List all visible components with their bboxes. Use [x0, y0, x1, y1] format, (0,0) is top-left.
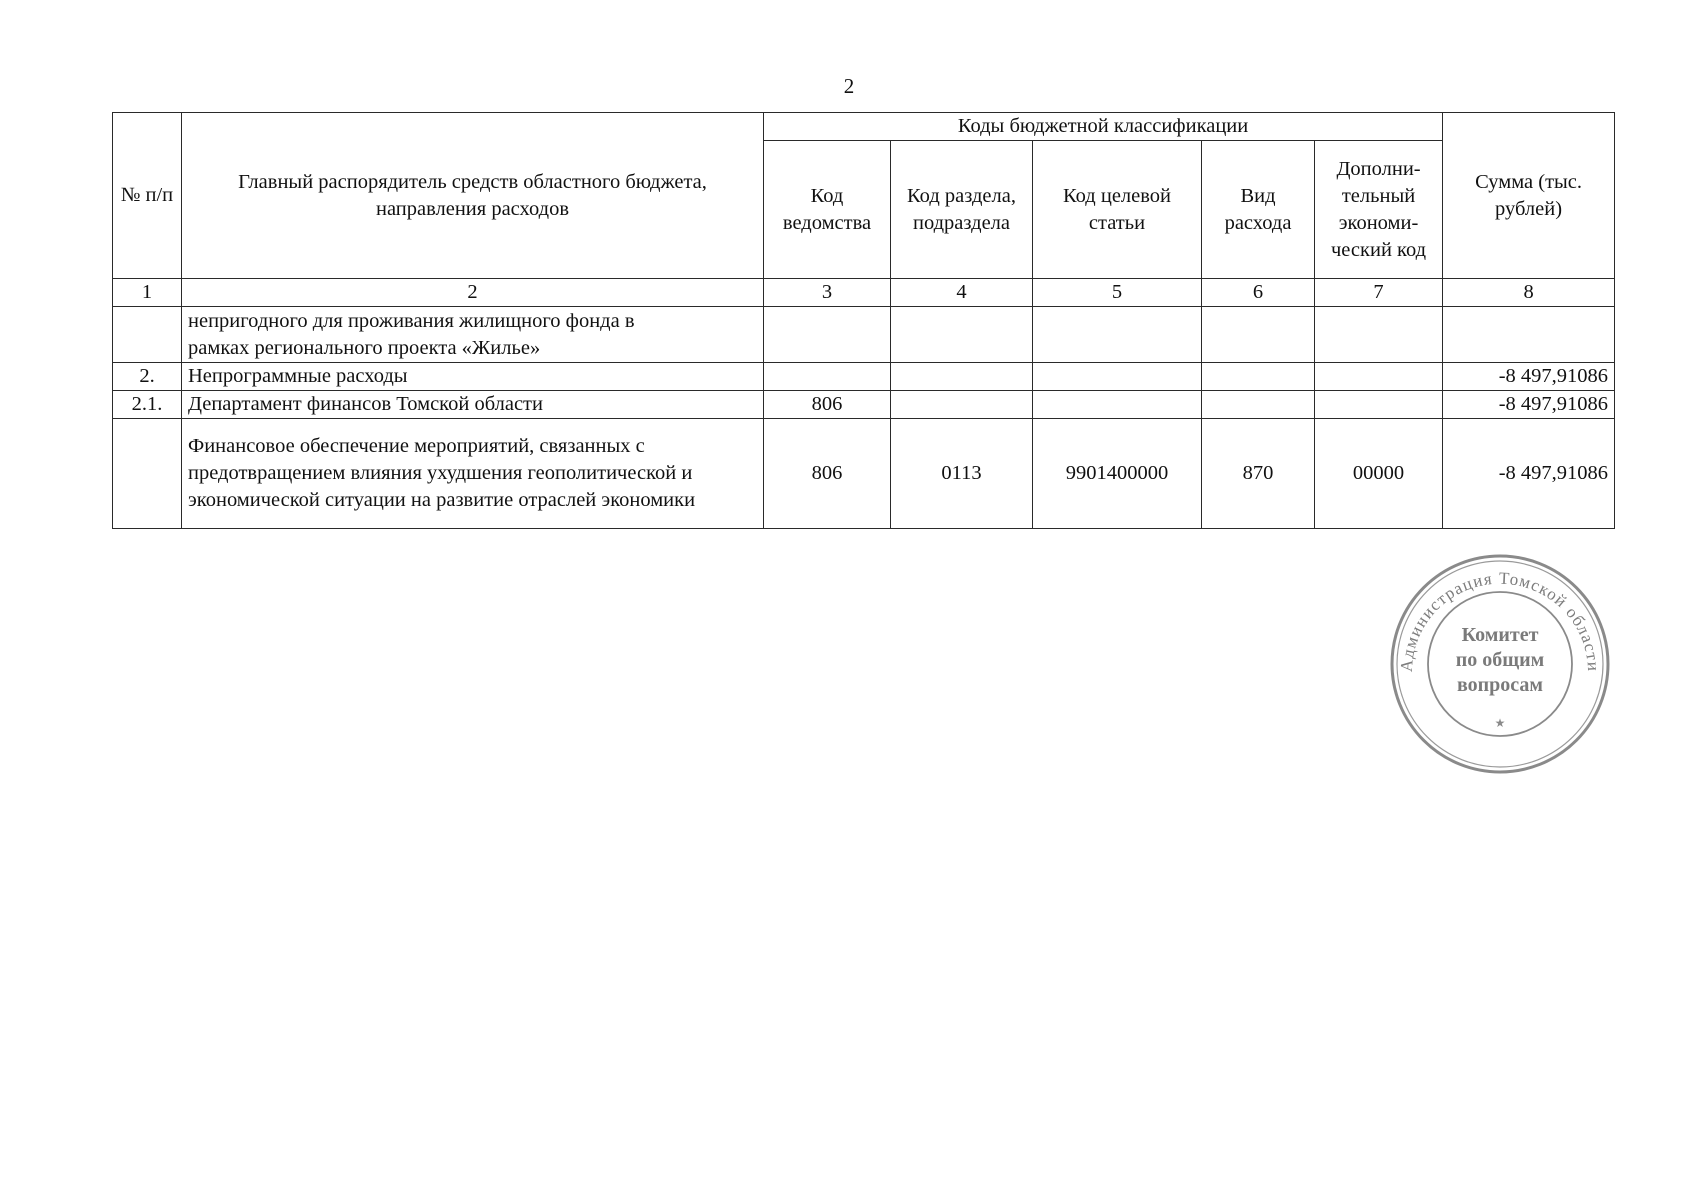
- row-expense-type: [1202, 391, 1315, 419]
- row-sum: [1443, 307, 1615, 363]
- seal-center-line-2: по общим: [1455, 649, 1545, 671]
- seal-star-icon: ★: [1494, 716, 1506, 730]
- row-num: [113, 419, 182, 529]
- row-dept-code: 806: [764, 391, 891, 419]
- row-sum: -8 497,91086: [1443, 419, 1615, 529]
- row-num: [113, 307, 182, 363]
- row-econ-code: [1315, 363, 1443, 391]
- table-row: [113, 307, 1615, 363]
- column-number: 6: [1202, 279, 1315, 307]
- row-expense-type: [1202, 307, 1315, 363]
- row-econ-code: [1315, 391, 1443, 419]
- row-num: 2.: [113, 363, 182, 391]
- table-row: [113, 419, 1615, 529]
- row-section-code: [891, 363, 1033, 391]
- header-target-code: Код целевой статьи: [1033, 141, 1202, 279]
- header-expense-type: Вид расхода: [1202, 141, 1315, 279]
- header-num: № п/п: [113, 113, 182, 279]
- row-econ-code: [1315, 307, 1443, 363]
- seal-center-line-1: Комитет: [1461, 624, 1539, 646]
- row-section-code: 0113: [891, 419, 1033, 529]
- header-name: Главный распорядитель средств областного бюджета, направления расходов: [182, 113, 764, 279]
- row-dept-code: [764, 307, 891, 363]
- row-sum: -8 497,91086: [1443, 363, 1615, 391]
- page-number: 2: [843, 74, 855, 98]
- row-dept-code: 806: [764, 419, 891, 529]
- seal-ring-text: Администрация Томской области: [1396, 568, 1604, 673]
- column-number: 5: [1033, 279, 1202, 307]
- column-number: 1: [113, 279, 182, 307]
- row-name: Финансовое обеспечение мероприятий, связанных с предотвращением влияния ухудшения геополитической и экономической ситуации на развитие отраслей экономики: [182, 419, 764, 529]
- row-name: непригодного для проживания жилищного фонда в рамках регионального проекта «Жилье»: [182, 307, 764, 363]
- row-num: 2.1.: [113, 391, 182, 419]
- row-expense-type: 870: [1202, 419, 1315, 529]
- column-number-row: [113, 279, 1615, 307]
- row-target-code: [1033, 391, 1202, 419]
- row-target-code: [1033, 307, 1202, 363]
- header-sum: Сумма (тыс. рублей): [1443, 113, 1615, 279]
- row-sum: -8 497,91086: [1443, 391, 1615, 419]
- row-expense-type: [1202, 363, 1315, 391]
- row-section-code: [891, 307, 1033, 363]
- header-dept-code: Код ведомства: [764, 141, 891, 279]
- column-number: 2: [182, 279, 764, 307]
- table-row: [113, 363, 1615, 391]
- row-econ-code: 00000: [1315, 419, 1443, 529]
- budget-table: [112, 112, 1615, 529]
- header-econ-code: Дополни-тельный экономи-ческий код: [1315, 141, 1443, 279]
- header-budget-codes: Коды бюджетной классификации: [764, 113, 1443, 141]
- column-number: 7: [1315, 279, 1443, 307]
- column-number: 4: [891, 279, 1033, 307]
- row-target-code: 9901400000: [1033, 419, 1202, 529]
- row-name: Непрограммные расходы: [182, 363, 764, 391]
- column-number: 3: [764, 279, 891, 307]
- header-section-code: Код раздела, подраздела: [891, 141, 1033, 279]
- official-seal: [1387, 551, 1613, 777]
- row-name: Департамент финансов Томской области: [182, 391, 764, 419]
- column-number: 8: [1443, 279, 1615, 307]
- row-section-code: [891, 391, 1033, 419]
- row-target-code: [1033, 363, 1202, 391]
- seal-center-line-3: вопросам: [1456, 674, 1544, 696]
- table-row: [113, 391, 1615, 419]
- row-dept-code: [764, 363, 891, 391]
